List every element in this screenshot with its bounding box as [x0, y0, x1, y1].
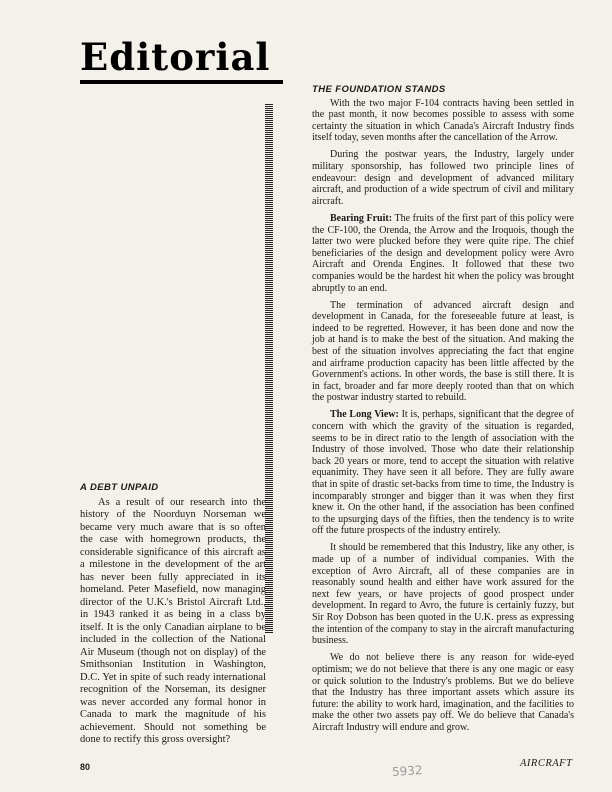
paragraph: The termination of advanced aircraft design and development in Canada, for the foreseeable future at least, is indeed to be regretted. However, it has been done and now the job at hand is to make the best of the situation. And making the best of the situation involves appreciating the fact that engine and airframe production capacity has been little affected by the Government's actions. In other words, the base is still there. It is in fact, broader and far more deeply rooted than that on which the postwar industry started to rebuild. [312, 299, 574, 404]
title-rule [80, 80, 283, 84]
paragraph-text: The fruits of the first part of this policy were the CF-100, the Orenda, the Arrow and the Iroquois, though the latter two were plucked before they were quite ripe. The chief beneficiaries of the design and development policy were Avro Aircraft and Orenda Engines. It followed that these two companies would be the hardest hit when the policy was brought abruptly to an end. [312, 212, 574, 294]
paragraph [312, 213, 574, 294]
section-heading-foundation-stands: THE FOUNDATION STANDS [312, 84, 446, 95]
paragraph: As a result of our research into the history of the Noorduyn Norseman we became very much aware that is so often the case with homegrown products, the considerable significance of this aircraft as a milestone in the development of the art has never been fully appreciated in its homeland. Peter Masefield, now managing director of the U.K.'s Bristol Aircraft Ltd., in 1943 ranked it as being in a class by itself. It is the only Canadian airplane to be included in the collection of the National Air Museum (though not on display) of the Smithsonian Institution in Washington, D.C. Yet in spite of such ready international recognition of the Norseman, its designer was never accorded any formal honor in Canada to mark the magnitude of his achievement. Should not something be done to rectify this gross oversight? [80, 496, 266, 745]
right-column [312, 84, 574, 739]
subhead-bearing-fruit: Bearing Fruit: [330, 212, 393, 224]
page-title: Editorial [80, 35, 271, 79]
section-heading-debt-unpaid: A DEBT UNPAID [80, 482, 159, 493]
paragraph-text: It is, perhaps, significant that the degree of concern with which the gravity of the situation is regarded, seems to be in direct ratio to the length of association with the Industry of those involved. Those who date their relationship back 20 years or more, tend to accept the situation with relative equanimity. They have seen it all before. They are fully aware that in spite of drastic set-backs from time to time, the Industry is incomparably stronger and bigger than it was when they first knew it. On the other hand, if the association has been confined to the upsurging days of the fifties, then the tendency is to write off the future prospects of the industry entirely. [312, 409, 575, 537]
left-column [80, 482, 266, 753]
paragraph: We do not believe there is any reason for wide-eyed optimism; we do not believe that there is any one magic or easy or quick solution to the Industry's problems. But we do believe that the Industry has three important assets which assure its future: the ability to work hard, imagination, and the facilities to make the other two assets pay off. We do believe that Canada's Aircraft Industry will endure and grow. [312, 652, 574, 733]
paragraph: It should be remembered that this Industry, like any other, is made up of a number of individual companies. With the exception of Avro Aircraft, all of these companies are in reasonably sound health and either have work assured for the next few years, or have projects of good prospect under development. In regard to Avro, the future is certainly fuzzy, but Sir Roy Dobson has been quoted in the U.K. press as expressing the intention of the company to stay in the aircraft manufacturing business. [312, 542, 574, 647]
page-number: 80 [80, 762, 91, 772]
pencil-annotation: 5932 [391, 762, 423, 780]
magazine-name: AIRCRAFT [520, 758, 573, 769]
paragraph: During the postwar years, the Industry, largely under military sponsorship, has followed two principle lines of endeavour: design and development of advanced military aircraft, and production of a wide spectrum of civil and military aircraft. [312, 149, 574, 207]
paragraph [312, 409, 574, 537]
paragraph: With the two major F-104 contracts having been settled in the past month, it now becomes possible to assess with some certainty the situation in which Canada's Aircraft Industry finds itself today, seven months after the cancellation of the Arrow. [312, 97, 574, 144]
decorative-rail [265, 104, 273, 634]
subhead-long-view: The Long View: [330, 409, 399, 421]
